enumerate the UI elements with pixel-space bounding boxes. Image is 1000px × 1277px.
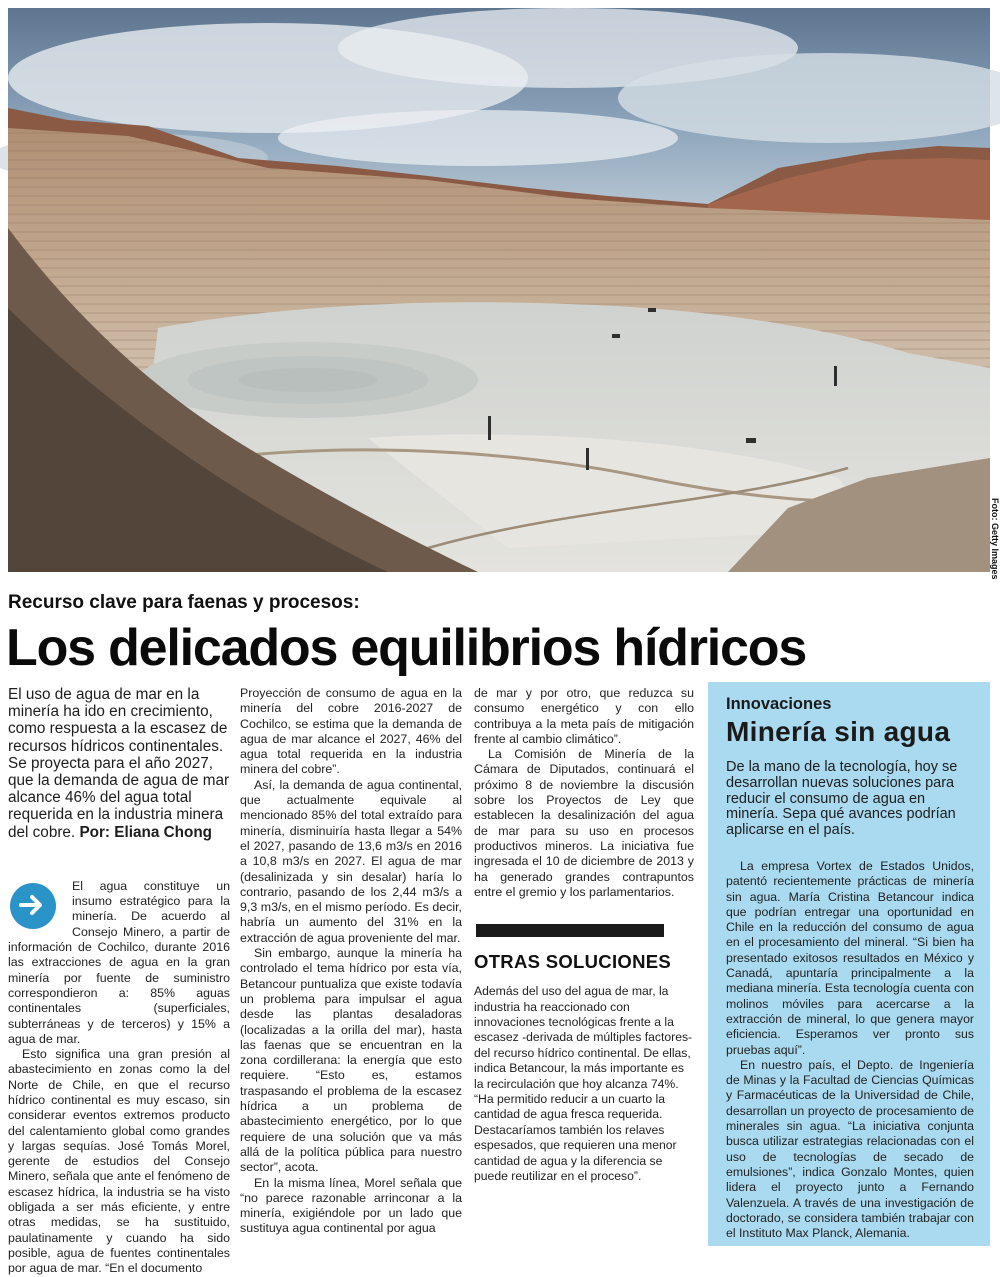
mine-photo-illustration: [8, 8, 990, 572]
body-paragraph: de mar y por otro, que reduzca su consumo energético y con ello contribuya a la meta país de mitigación frente al cambio climático”.: [474, 686, 694, 746]
opening-block: [8, 879, 230, 1047]
section-title: OTRAS SOLUCIONES: [474, 951, 672, 973]
body-paragraph: Sin embargo, aunque la minería ha controlado el tema hídrico por esta vía, Betancour puntualiza que existe todavía un problema para impulsar el agua desde las plantas desaladoras (localizadas a la orilla del mar), hasta las faenas que se encuentran en la zona cordillerana: la energía que esto requiere. “Esto es, estamos traspasando el problema de la escasez hídrica a un problema de abastecimiento energético, por lo que requiere de una solución que va más allá de la política pública para nuestro sector”, acota.: [240, 946, 462, 1175]
body-paragraph: El agua constituye un insumo estratégico para la minería. De acuerdo al Consejo Minero, a partir de información de Cochilco, durante 2016 las extracciones de agua en la gran minería por fuente de suministro correspondieron a: 85% aguas continentales (superficiales, subterráneas y de terceros) y 15% a agua de mar.: [8, 878, 230, 1046]
body-paragraph: Esto significa una gran presión al abastecimiento en zonas como la del Norte de Chile, en que el recurso hídrico continental es muy escaso, sin considerar eventos extremos producto del calentamiento global como grandes y largas sequías. José Tomás Morel, gerente de estudios del Consejo Minero, señala que ante el fenómeno de escasez hídrica, la industria se ha visto obligada a ser más eficiente, y entre otras medidas, se ha sustituido, paulatinamente y cuando ha sido posible, agua de fuentes continentales por agua de mar. “En el documento: [8, 1047, 230, 1276]
section-divider-bar: [476, 924, 664, 937]
article-headline: Los delicados equilibrios hídricos: [6, 619, 807, 677]
byline: Por: Eliana Chong: [79, 823, 213, 841]
article-lead: [8, 686, 230, 841]
body-paragraph: La Comisión de Minería de la Cámara de Diputados, continuará el próximo 8 de noviembre la discusión sobre los Proyectos de Ley que establecen la desalinización del agua de mar para su uso en procesos productivos mineros. La iniciativa fue ingresada el 10 de diciembre de 2013 y ha generado grandes contrapuntos entre el gremio y los parlamentarios.: [474, 747, 694, 899]
sidebar-paragraph: La empresa Vortex de Estados Unidos, patentó recientemente prácticas de minería sin agua. María Cristina Betancour indica que podrían entregar una oportunidad en Chile en la reducción del consumo de agua en el procesamiento del mineral. “Si bien ha presentado exitosos resultados en México y Canadá, apuntaría principalmente a la mediana minería. Esta tecnología cuenta con molinos móviles para acercarse a la extracción de mineral, lo que genera mayor eficiencia. Esperamos ver pronto sus pruebas aquí”.: [726, 858, 974, 1057]
lead-text: El uso de agua de mar en la minería ha ido en crecimiento, como respuesta a la escasez de recursos hídricos continentales. Se proyecta para el año 2027, que la demanda de agua de mar alcance 46% del agua total requerida en la industria minera del cobre.: [8, 686, 230, 841]
otras-soluciones-section: [474, 951, 694, 1184]
sidebar-lead: De la mano de la tecnología, hoy se desarrollan nuevas soluciones para reducir el consumo de agua en minería. Sepa qué avances podrían aplicarse en el país.: [726, 759, 958, 839]
innovaciones-sidebar: [708, 682, 990, 1246]
body-paragraph: Así, la demanda de agua continental, que actualmente equivale al mencionado 85% del total extraído para minería, disminuiría hasta llegar a 54% el 2027, pasando de 13,6 m3/s en 2016 a 10,8 m3/s en 2027. El agua de mar (desalinizada y sin desalar) haría lo contrario, pasando de los 2,44 m3/s a 9,3 m3/s, en el mismo período. Es decir, habría un aumento del 31% en la extracción de agua proveniente del mar.: [240, 777, 462, 945]
section-text: Además del uso del agua de mar, la industria ha reaccionado con innovaciones tecnológicas frente a la escasez -derivada de múltiples factores- del recurso hídrico continental. De ellas, indica Betancour, la más importante es la recirculación que hoy alcanza 74%. “Ha permitido reducir a un cuarto la cantidad de agua fresca requerida. Destacaríamos también los relaves espesados, que requieren una menor cantidad de agua y la diferencia se puede reutilizar en el proceso”.: [474, 984, 693, 1184]
column-2: [240, 686, 462, 1237]
body-paragraph: En la misma línea, Morel señala que “no parece razonable arrinconar a la minería, exigiéndole por un lado que sustituya agua continental por agua: [240, 1175, 462, 1236]
sidebar-paragraph: En nuestro país, el Depto. de Ingeniería de Minas y la Facultad de Ciencias Químicas y Farmacéuticas de la Universidad de Chile, desarrollan un proyecto de procesamiento de minerales sin agua. “La iniciativa conjunta busca utilizar estrategias relacionadas con el uso de tecnologías de secado de emulsiones”, indica Gonzalo Montes, quien lidera el proyecto junto a Fernando Valenzuela. A través de una investigación de doctorado, se considera también trabajar con el Instituto Max Planck, Alemania.: [726, 1057, 974, 1241]
column-3: [474, 686, 694, 1184]
article-kicker: Recurso clave para faenas y procesos:: [8, 592, 360, 613]
photo-credit: Foto: Getty Images: [990, 498, 1000, 580]
body-paragraph: Proyección de consumo de agua en la minería del cobre 2016-2027 de Cochilco, se estima que la demanda de agua de mar alcance el 2027, 46% del agua total requerida en la industria minera del cobre”.: [240, 686, 462, 777]
column-1: [8, 686, 230, 1277]
arrow-right-icon: [8, 881, 66, 929]
sidebar-kicker: Innovaciones: [726, 695, 832, 713]
sidebar-title: Minería sin agua: [726, 716, 951, 747]
hero-photo: [8, 8, 990, 572]
